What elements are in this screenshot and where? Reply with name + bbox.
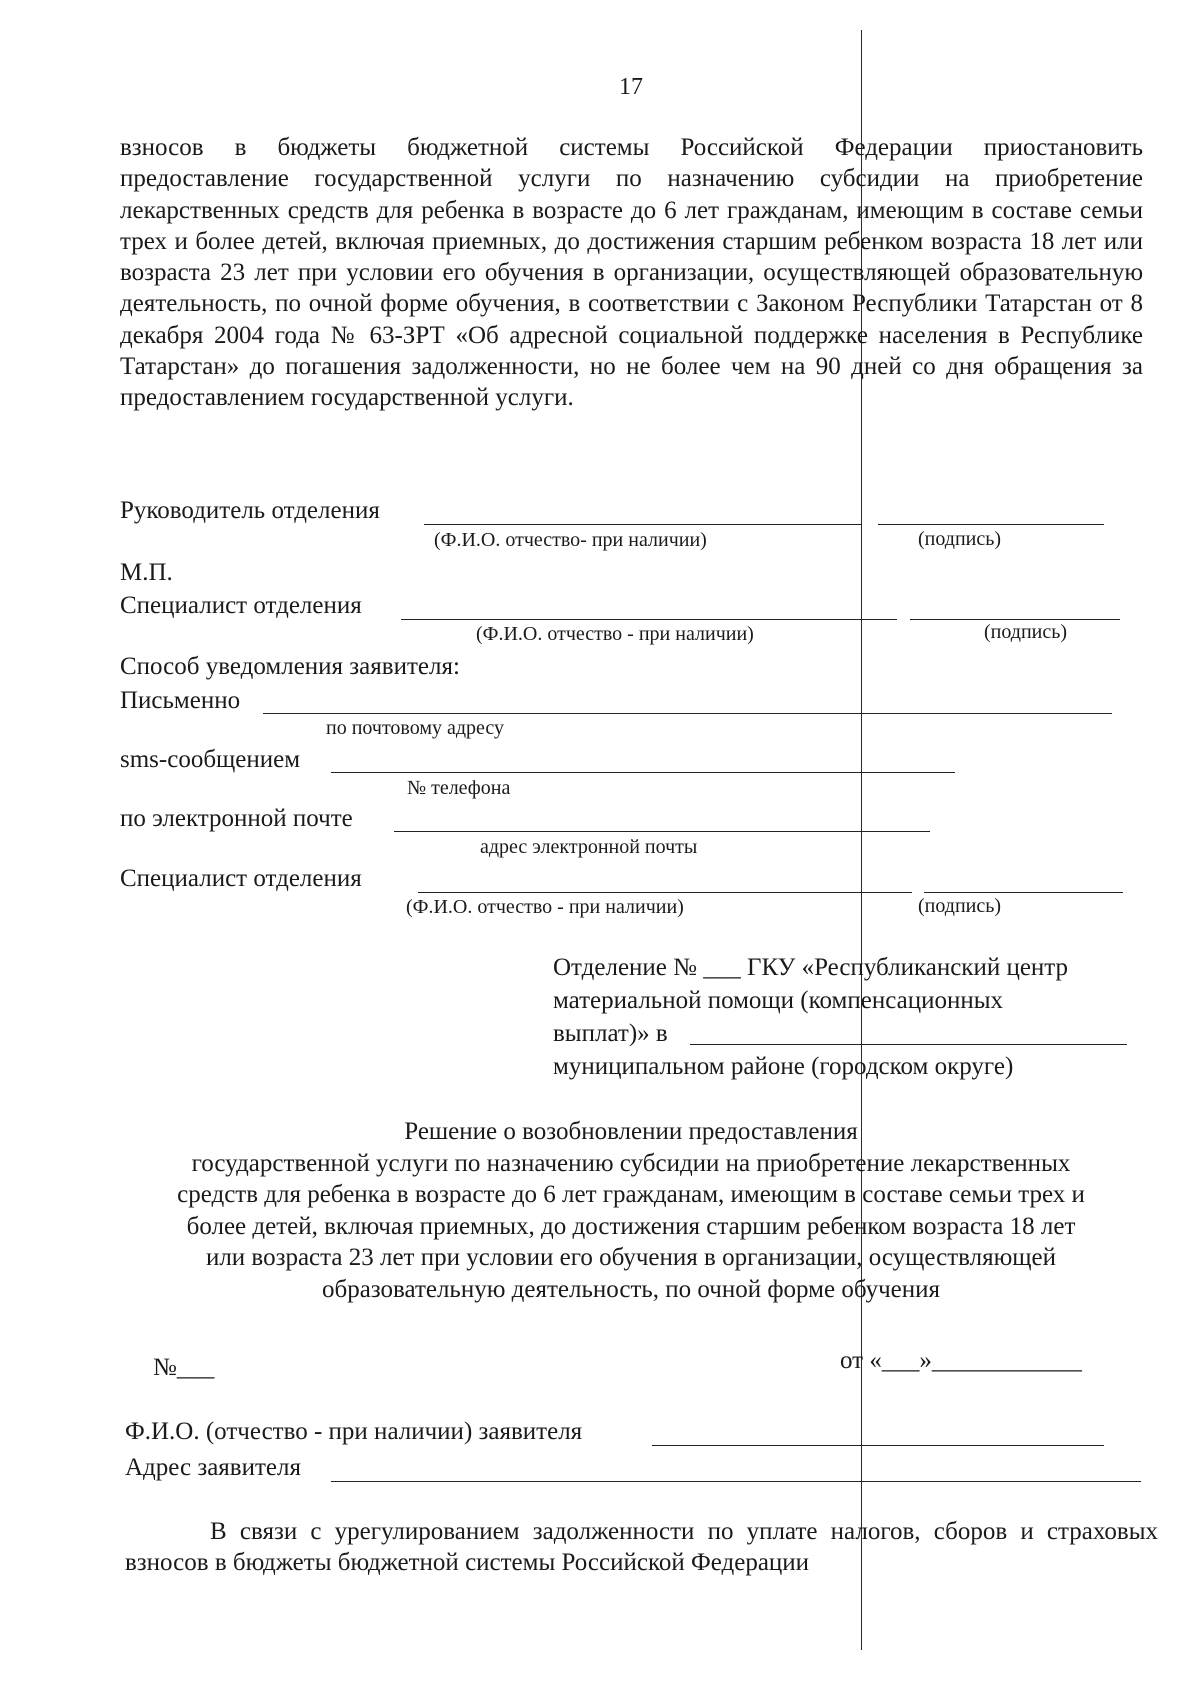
applicant-address-label: Адрес заявителя bbox=[125, 1454, 301, 1481]
written-line bbox=[263, 713, 1112, 714]
addressee-district-line bbox=[690, 1044, 1127, 1045]
stamp-label: М.П. bbox=[120, 559, 173, 586]
email-label: по электронной почте bbox=[120, 805, 353, 832]
specialist-signature-caption: (подпись) bbox=[984, 621, 1068, 643]
decision-title-line1: Решение о возобновлении предоставления bbox=[404, 1118, 858, 1145]
page-number: 17 bbox=[619, 74, 643, 100]
written-caption: по почтовому адресу bbox=[326, 717, 505, 739]
notification-heading: Способ уведомления заявителя: bbox=[120, 653, 460, 680]
specialist-fio-caption: (Ф.И.О. отчество - при наличии) bbox=[476, 623, 754, 645]
sms-line bbox=[331, 772, 955, 773]
top-paragraph: взносов в бюджеты бюджетной системы Российской Федерации приостановить предоставление государственной услуги по назначению субсидии на приобретение лекарственных средств для ребенка в возрасте до 6 лет гражданам, имеющим в составе семьи трех и более детей, включая приемных, до достижения старшим ребенком возраста 18 лет или возраста 23 лет при условии его обучения в организации, осуществляющей образовательную деятельность, по очной форме обучения, в соответствии с Законом Республики Татарстан от 8 декабря 2004 года № 63-ЗРТ «Об адресной социальной поддержке населения в Республике Татарстан» до погашения задолженности, но не более чем на 90 дней со дня обращения за предоставлением государственной услуги. bbox=[120, 134, 1143, 412]
head-signature-line bbox=[878, 524, 1104, 525]
decision-date: от «___»____________ bbox=[840, 1347, 1082, 1374]
notification-specialist-signature-line bbox=[924, 892, 1123, 893]
addressee-line4: муниципальном районе (городском округе) bbox=[553, 1053, 1014, 1080]
sms-caption: № телефона bbox=[407, 777, 511, 799]
decision-title-line2: государственной услуги по назначению субсидии на приобретение лекарственных bbox=[191, 1149, 1071, 1177]
notification-specialist-label: Специалист отделения bbox=[120, 865, 362, 892]
head-label: Руководитель отделения bbox=[120, 497, 380, 524]
decision-title-line6: образовательную деятельность, по очной форме обучения bbox=[321, 1275, 941, 1303]
addressee-line1: Отделение № ___ ГКУ «Республиканский центр bbox=[553, 954, 1069, 981]
head-fio-caption: (Ф.И.О. отчество- при наличии) bbox=[434, 529, 707, 551]
specialist-fio-line bbox=[401, 619, 897, 620]
email-line bbox=[394, 831, 930, 832]
addressee-line2: материальной помощи (компенсационных bbox=[553, 987, 1004, 1014]
email-caption: адрес электронной почты bbox=[480, 836, 698, 858]
decision-title-line5: или возраста 23 лет при условии его обучения в организации, осуществляющей bbox=[205, 1244, 1057, 1271]
notification-specialist-fio-line bbox=[418, 892, 912, 893]
sms-label: sms-сообщением bbox=[120, 746, 301, 773]
bottom-paragraph: В связи с урегулированием задолженности по уплате налогов, сборов и страховых взносов в бюджеты бюджетной системы Российской Федерации bbox=[125, 1518, 1158, 1577]
head-signature-caption: (подпись) bbox=[918, 528, 1002, 550]
applicant-fio-line bbox=[652, 1445, 1104, 1446]
decision-title bbox=[110, 1116, 1152, 1305]
head-fio-line bbox=[424, 524, 862, 525]
decision-title-line4: более детей, включая приемных, до достижения старшим ребенком возраста 18 лет bbox=[186, 1212, 1076, 1240]
notification-specialist-signature-caption: (подпись) bbox=[918, 895, 1002, 917]
applicant-fio-label: Ф.И.О. (отчество - при наличии) заявителя bbox=[125, 1418, 583, 1445]
decision-number: №___ bbox=[153, 1354, 215, 1381]
decision-title-line3: средств для ребенка в возрасте до 6 лет гражданам, имеющим в составе семьи трех и bbox=[177, 1181, 1085, 1208]
written-label: Письменно bbox=[120, 687, 241, 714]
specialist-label: Специалист отделения bbox=[120, 592, 362, 619]
addressee-line3: выплат)» в bbox=[553, 1020, 668, 1047]
notification-specialist-fio-caption: (Ф.И.О. отчество - при наличии) bbox=[406, 896, 684, 918]
applicant-address-line bbox=[331, 1481, 1141, 1482]
